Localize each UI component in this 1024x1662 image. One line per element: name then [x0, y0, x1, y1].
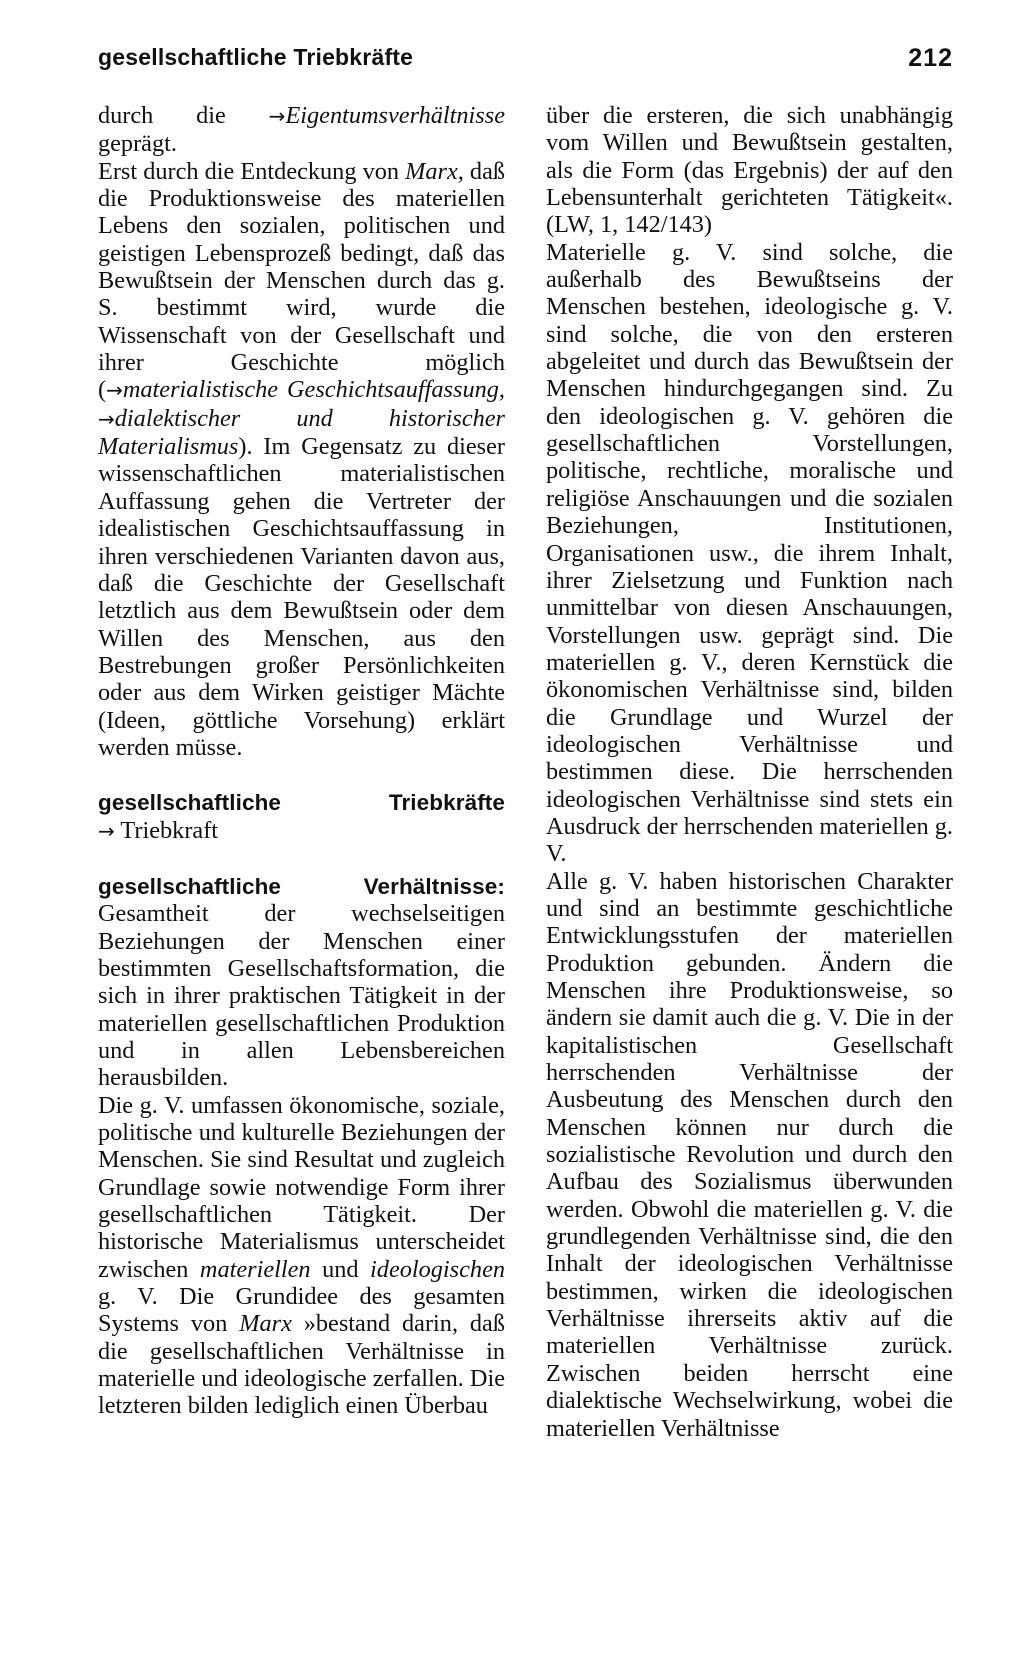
left-column — [98, 102, 505, 1420]
cross-reference-arrow-icon: → — [106, 378, 123, 403]
paragraph — [98, 158, 505, 762]
entry-triebkraefte — [98, 789, 505, 845]
text-run: geprägt. — [98, 130, 177, 158]
headword: gesellschaftliche Triebkräfte — [98, 790, 505, 816]
paragraph: über die ersteren, die sich unabhängig vom Willen und Bewußtsein gestalten, als die Form (das Ergebnis) der auf den Lebensunterhalt gerichteten Tätigkeit«. (LW, 1, 142/143) — [546, 102, 953, 239]
definition: Gesamtheit der wechselseitigen Beziehungen der Menschen einer bestimmten Gesellschaftsformation, die sich in ihrer praktischen Tätigkeit in der materiellen gesellschaftlichen Produktion und in allen Lebensbereichen herausbilden. — [98, 900, 505, 1092]
headword: gesellschaftliche Verhältnisse: — [98, 873, 505, 899]
entry-continuation — [98, 102, 505, 761]
cross-reference-arrow-icon: → — [98, 818, 115, 843]
paragraph: Alle g. V. haben historischen Charakter und sind an bestimmte geschichtliche Entwicklungsstufen der materiellen Produktion gebunden. Ändern die Menschen ihre Produktionsweise, so ändern sie damit auch die g. V. Die in der kapitalistischen Gesellschaft herrschenden Verhältnisse der Ausbeutung des Menschen durch den Menschen können nur durch die sozialistische Revolution und durch den Aufbau des Sozialismus überwunden werden. Obwohl die materiellen g. V. die grundlegenden Verhältnisse sind, die den Inhalt der ideologischen Verhältnisse bestimmen, wirken die ideologischen Verhältnisse ihrerseits aktiv auf die materiellen Verhältnisse zurück. Zwischen beiden herrscht eine dialektische Wechselwirkung, wobei die materiellen Verhältnisse — [546, 867, 953, 1442]
text-run: und — [310, 1255, 371, 1283]
paragraph: Materielle g. V. sind solche, die außerhalb des Bewußtseins der Menschen bestehen, ideologische g. V. sind solche, die von den ersteren abgeleitet und durch das Bewußtsein der Menschen hindurchgegangen sind. Zu den ideologischen g. V. gehören die gesellschaftlichen Vorstellungen, politische, rechtliche, moralische und religiöse Anschauungen und die sozialen Beziehungen, Institutionen, Organisationen usw., die ihrem Inhalt, ihrer Zielsetzung und Funktion nach unmittelbar von diesen Anschauungen, Vorstellungen usw. geprägt sind. Die materiellen g. V., deren Kernstück die ökonomischen Verhältnisse sind, bilden die Grundlage und Wurzel der ideologischen Verhältnisse und bestimmen diese. Die herrschenden ideologischen Verhältnisse sind stets ein Ausdruck der herrschenden materiellen g. V. — [546, 238, 953, 868]
text-run: ). Im Gegensatz zu dieser wissenschaftlichen materialistischen Auffassung gehen die Vertreter der idealistischen Geschichtsauffassung in ihren verschiedenen Varianten davon aus, daß die Geschichte der Gesellschaft letztlich aus dem Bewußtsein oder dem Willen des Menschen, aus den Bestrebungen großer Persönlichkeiten oder aus dem Wirken geistiger Mächte (Ideen, göttliche Vorsehung) erklärt werden müsse. — [98, 433, 505, 761]
right-column — [546, 102, 953, 1442]
entry-verhaeltnisse — [98, 873, 505, 1420]
paragraph — [98, 1092, 505, 1420]
cross-reference: Triebkraft — [120, 816, 219, 844]
paragraph — [98, 102, 505, 158]
text-run: durch die — [98, 102, 269, 129]
emphasis: ideologischen — [370, 1255, 505, 1283]
paragraph — [98, 873, 505, 1092]
text-run: Erst durch die Entdeckung von — [98, 157, 406, 185]
cross-reference-arrow-icon: → — [268, 104, 286, 128]
cross-reference-arrow-icon: → — [98, 406, 115, 431]
emphasis: materiellen — [199, 1255, 311, 1283]
emphasis: Marx — [239, 1310, 292, 1338]
page-number: 212 — [908, 44, 953, 72]
cross-reference: Eigentumsverhältnisse — [285, 102, 505, 129]
headword-line — [98, 789, 505, 816]
reference-line — [98, 817, 505, 845]
text-run: »bestand darin, daß die gesellschaftlichen Verhältnisse in materielle und ideologische zerfallen. Die letzteren bilden lediglich einen Überbau — [98, 1310, 505, 1420]
text-run: Die g. V. umfassen ökonomische, soziale, politische und kulturelle Beziehungen der Menschen. Sie sind Resultat und zugleich Grundlage sowie notwendige Form ihrer gesellschaftlichen Tätigkeit. Der historische Materialismus unterscheidet zwischen — [98, 1091, 505, 1283]
text-run: daß die Produktionsweise des materiellen Lebens den sozialen, politischen und geistigen Lebensprozeß bedingt, daß das Bewußtsein der Menschen durch das g. S. bestimmt wird, wurde die Wissenschaft von der Gesellschaft und ihrer Geschichte möglich ( — [98, 157, 506, 404]
running-head: gesellschaftliche Triebkräfte — [98, 44, 414, 70]
emphasis: Marx, — [405, 157, 464, 185]
cross-reference: dialektischer und historischer Materialismus — [98, 404, 505, 461]
text-run: g. V. Die Grundidee des gesamten Systems von — [98, 1283, 505, 1338]
page-header — [98, 44, 953, 80]
cross-reference: materialistische Geschichtsauffassung, — [122, 376, 505, 404]
